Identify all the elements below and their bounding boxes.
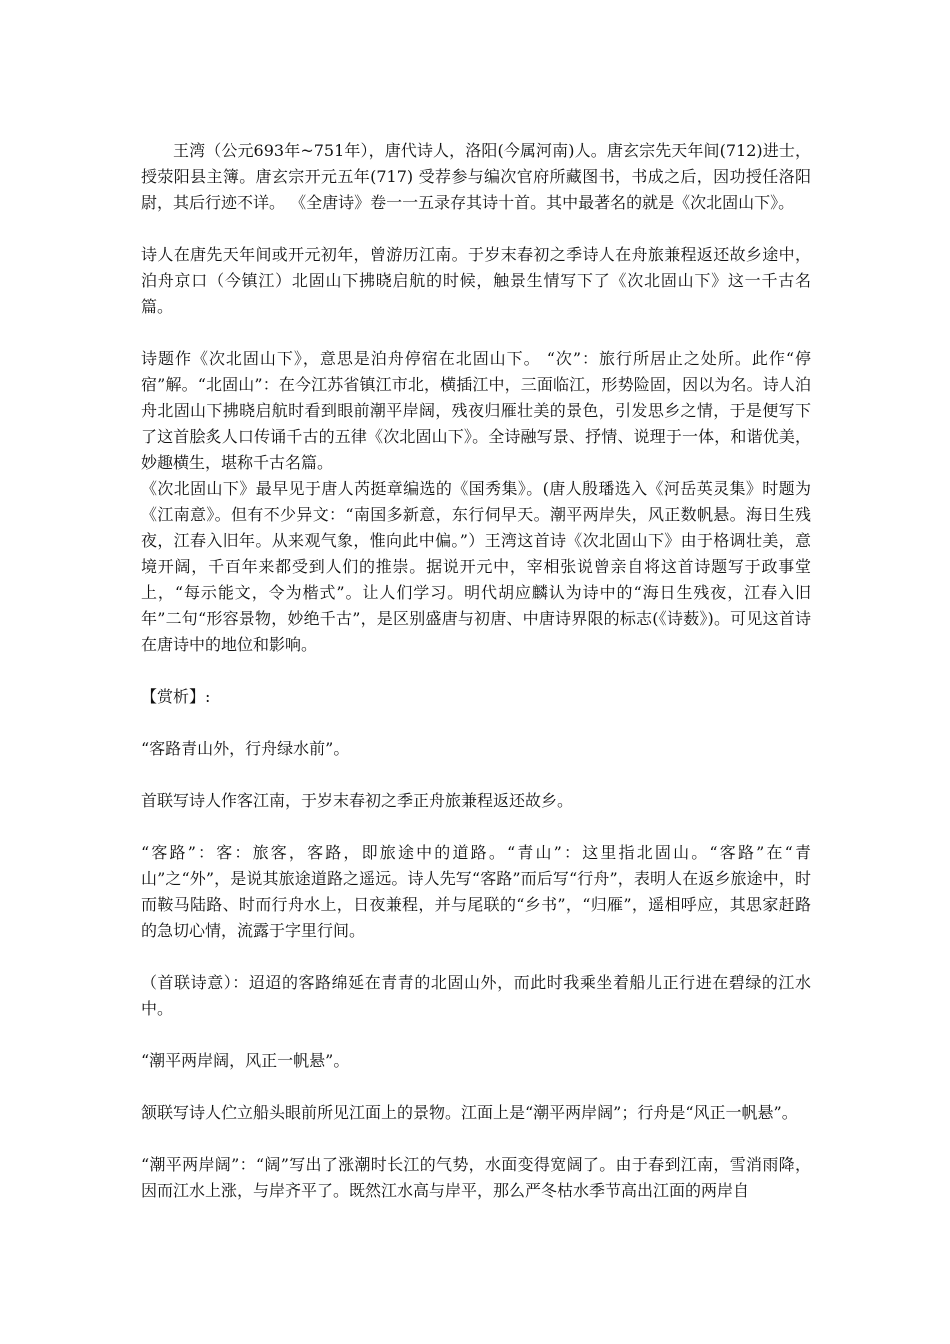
document-page	[141, 138, 811, 1204]
paragraph-background: 诗人在唐先天年间或开元初年，曾游历江南。于岁末春初之季诗人在舟旅兼程返还故乡途中，泊舟京口（今镇江）北固山下拂晓启航的时候，触景生情写下了《次北固山下》这一千古名篇。	[141, 245, 811, 316]
paragraph-first-couplet-meaning: （首联诗意）：迢迢的客路绵延在青青的北固山外，而此时我乘坐着船儿正行进在碧绿的江水中。	[141, 973, 811, 1018]
paragraph-first-couplet-intro: 首联写诗人作客江南，于岁末春初之季正舟旅兼程返还故乡。	[141, 791, 574, 810]
paragraph-title-meaning: 诗题作《次北固山下》，意思是泊舟停宿在北固山下。 “次”：旅行所居止之处所。此作“停宿”解。“北固山”：在今江苏省镇江市北，横插江中，三面临江，形势险固，因以为名。诗人泊舟北固山下拂晓启航时看到眼前潮平岸阔，残夜归雁壮美的景色，引发思乡之情，于是便写下了这首脍炙人口传诵千古的五律《次北固山下》。全诗融写景、抒情、说理于一体，和谐优美，妙趣横生，堪称千古名篇。	[141, 349, 811, 472]
paragraph-first-couplet-notes: “客路”：客：旅客，客路，即旅途中的道路。“青山”：这里指北固山。“客路”在“青山”之“外”，是说其旅途道路之遥远。诗人先写“客路”而后写“行舟”，表明人在返乡旅途中，时而鞍马陆路、时而行舟水上，日夜兼程，并与尾联的“乡书”，“归雁”，遥相呼应，其思家赶路的急切心情，流露于字里行间。	[141, 843, 811, 940]
quote-first-couplet: “客路青山外，行舟绿水前”。	[141, 739, 350, 758]
paragraph-sources: 《次北固山下》最早见于唐人芮挺章编选的《国秀集》。(唐人殷璠选入《河岳英灵集》时题为《江南意》。但有不少异文：“南国多新意，东行伺早天。潮平两岸失，风正数帆悬。海日生残夜，江春入旧年。从来观气象，惟向此中偏。”）王湾这首诗《次北固山下》由于格调壮美，意境开阔，千百年来都受到人们的推崇。据说开元中，宰相张说曾亲自将这首诗题写于政事堂上，“每示能文，令为楷式”。让人们学习。明代胡应麟认为诗中的“海日生残夜，江春入旧年”二句“形容景物，妙绝千古”，是区别盛唐与初唐、中唐诗界限的标志(《诗薮》)。可见这首诗在唐诗中的地位和影响。	[141, 479, 811, 654]
quote-second-couplet: “潮平两岸阔，风正一帆悬”。	[141, 1051, 350, 1070]
paragraph-second-couplet-intro: 颔联写诗人伫立船头眼前所见江面上的景物。江面上是“潮平两岸阔”；行舟是“风正一帆悬”。	[141, 1103, 798, 1122]
paragraph-second-couplet-notes: “潮平两岸阔”：“阔”写出了涨潮时长江的气势，水面变得宽阔了。由于春到江南，雪消雨降，因而江水上涨，与岸齐平了。既然江水高与岸平，那么严冬枯水季节高出江面的两岸自	[141, 1155, 811, 1200]
section-heading-appreciation: 【赏析】:	[141, 687, 211, 706]
paragraph-author-bio: 王湾（公元693年~751年），唐代诗人，洛阳(今属河南)人。唐玄宗先天年间(712)进士，授荥阳县主簿。唐玄宗开元五年(717) 受荐参与编次官府所藏图书，书成之后，因功授任洛阳尉，其后行迹不详。 《全唐诗》卷一一五录存其诗十首。其中最著名的就是《次北固山下》。	[141, 141, 811, 212]
